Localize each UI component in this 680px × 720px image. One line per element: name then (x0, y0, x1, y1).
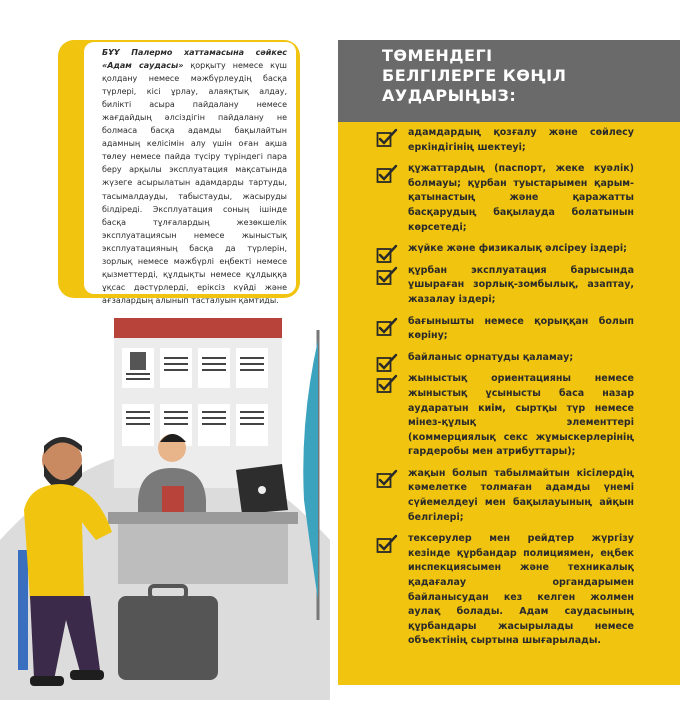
checkbox-check-icon (376, 128, 398, 148)
checkbox-check-icon (376, 374, 398, 394)
sign-text: адамдардың қозғалу және сөйлесу еркіндігінің шектеуі; (408, 127, 634, 153)
sign-item (376, 126, 634, 155)
checkbox-check-icon (376, 244, 398, 264)
panel-heading: ТӨМЕНДЕГІ БЕЛГІЛЕРГЕ КӨҢІЛ АУДАРЫҢЫЗ: (382, 46, 567, 105)
sign-text: тексерулер мен рейдтер жүргізу кезінде құрбандар полициямен, еңбек инспекциясымен және техникалық қадағалау органдарымен байланысудан кез келген жолмен аулақ болады. Адам саудасының құрбандары жасырылады немесе объектінің сыртына шығарылады. (408, 533, 634, 647)
sign-text: жақын болып табылмайтын кісілердің кәмелетке толмаған адамды үнемі сүйемелдеуі мен бақылауының айқын белгілері; (408, 467, 634, 523)
desk (108, 512, 298, 524)
chair-icon (18, 550, 28, 670)
checkbox-check-icon (376, 469, 398, 489)
quote-text (102, 46, 287, 307)
sign-item (376, 162, 634, 235)
sign-item (376, 315, 634, 344)
suitcase-icon (118, 596, 218, 680)
sign-text: жүйке және физикалық әлсіреу іздері; (408, 243, 627, 255)
sign-text: байланыс орнатуды қаламау; (408, 351, 574, 363)
sign-text: құжаттардың (паспорт, жеке куәлік) болмауы; құрбан туыстарымен қарым-қатынастың және қаражатты басқарудың бақылауда болатынын көрсетеді; (408, 163, 634, 233)
sign-item (376, 532, 634, 649)
sign-text: бағынышты немесе қорыққан болып көріну; (408, 315, 634, 342)
checkbox-check-icon (376, 534, 398, 554)
sign-item (376, 351, 634, 366)
passport-icon (162, 486, 184, 512)
checkbox-check-icon (376, 317, 398, 337)
sign-text: жыныстық ориентацияны немесе жыныстық ұсынысты баса назар аударатын киім, сыртқы түр немесе мінез-құлық элементтері (коммерциялық секс жұмыскерлерінің гардеробы мен атрибуттары); (408, 373, 634, 458)
sign-item (376, 372, 634, 460)
sign-item (376, 242, 634, 257)
board-header (114, 318, 282, 338)
sign-item (376, 467, 634, 525)
quote-lead: БҰҰ Палермо хаттамасына сәйкес «Адам саудасы» (102, 48, 287, 71)
signs-list (376, 126, 634, 656)
sign-text: құрбан эксплуатация барысында ұшыраған зорлық-зомбылық, азаптау, жазалау іздері; (408, 264, 634, 305)
checkbox-check-icon (376, 266, 398, 286)
office-illustration (0, 300, 330, 700)
checkbox-check-icon (376, 353, 398, 373)
quote-body: қорқыту немесе күш қолдану немесе мәжбүрлеудің басқа түрлері, кісі ұрлау, алаяқтық алдау, билікті асыра пайдалану немесе жағдайдың әлсіздігін пайдалану не болмаса басқа адамды бақылайтын адамның келісімін алу үшін оған ақша төлеу немесе пайда түсіру түріндегі пара беру арқылы эксплуатация мақсатында жүзеге асырылатын адамдарды тартуды, тасымалдауды, табыстауды, жасыруды білдіреді. Эксплуатация соның ішінде басқа тұлғалардың жезөкшелік эксплуатациясын немесе жыныстық эксплуатацияның басқа да түрлерін, зорлық немесе мәжбүрлі еңбекті немесе қызметтерді, құлдықты немесе құлдыққа ұқсас дәстүрлерді, еріксіз күйді және ағзалардың алынып тасталуын қамтиды. (102, 61, 287, 305)
photo-icon (130, 352, 146, 370)
sign-item (376, 264, 634, 308)
checkbox-check-icon (376, 164, 398, 184)
